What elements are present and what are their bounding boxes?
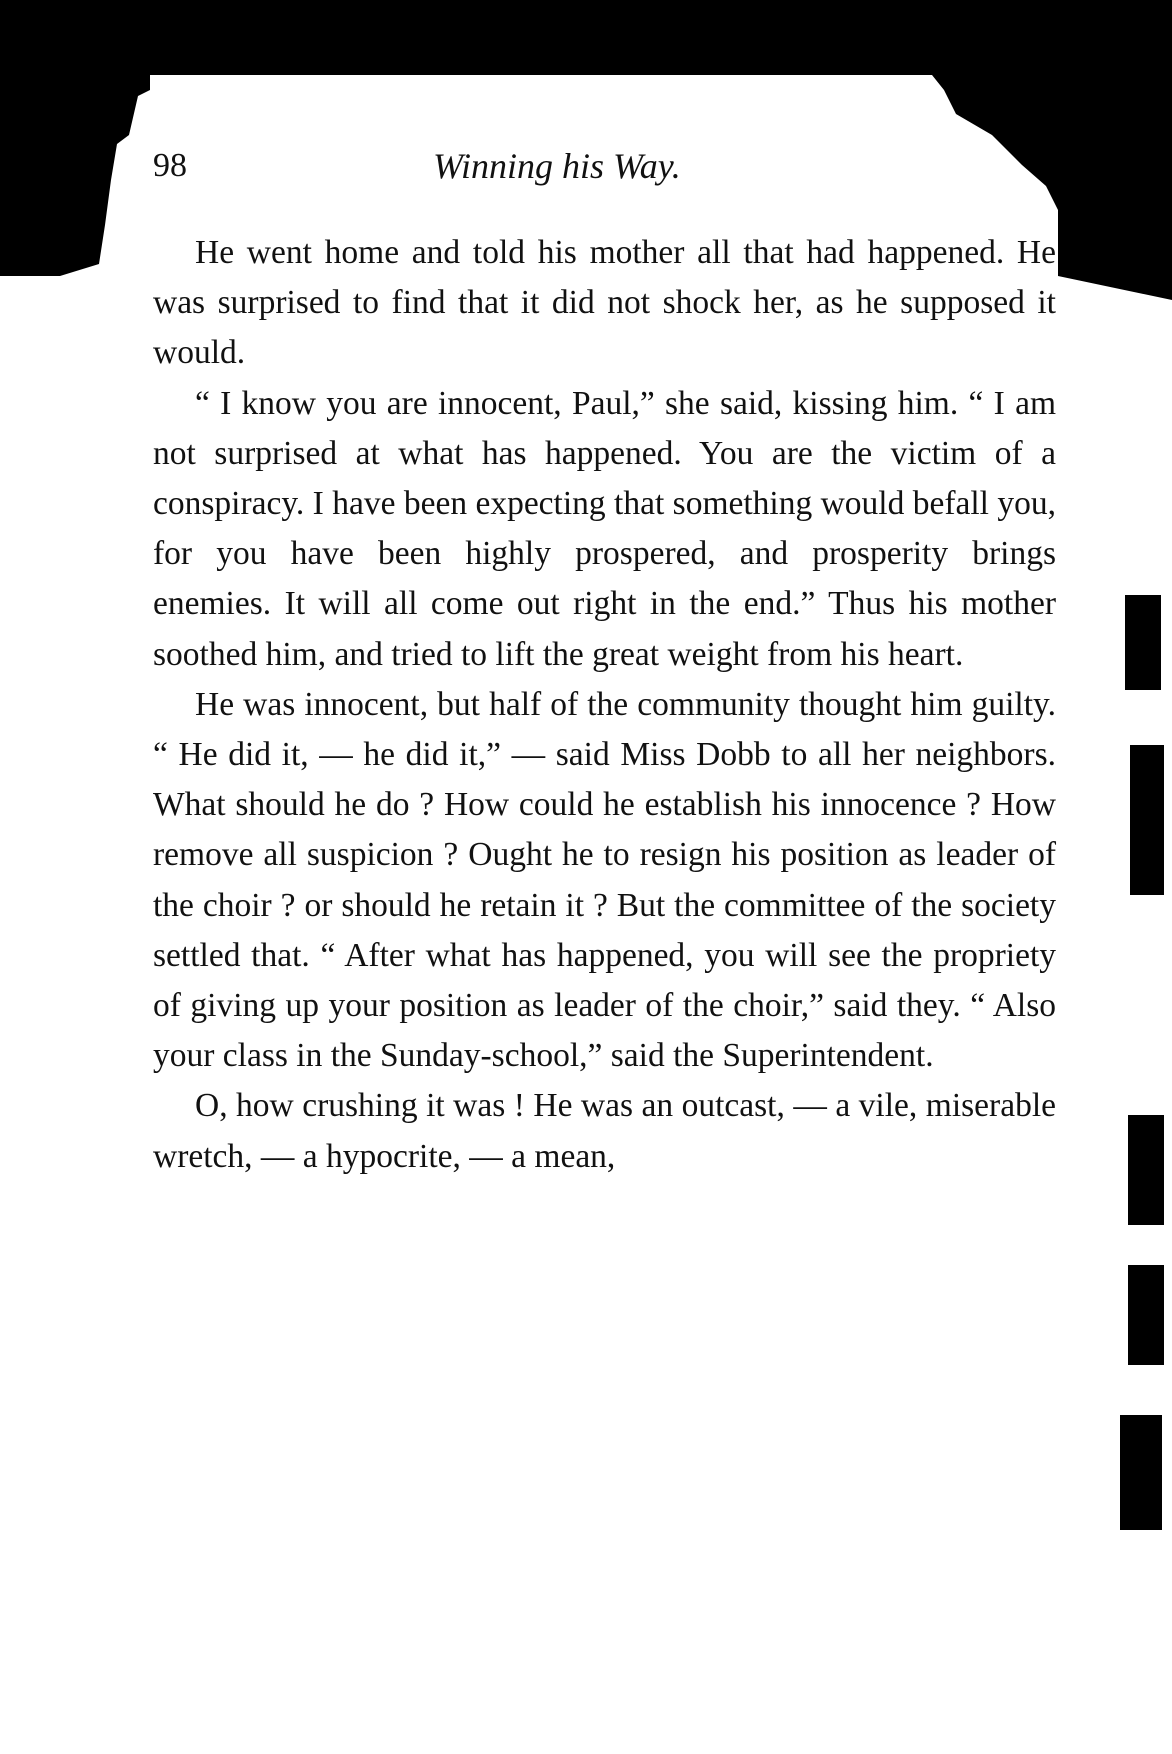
body-text — [153, 228, 1056, 1182]
running-title: Winning his Way. — [433, 146, 681, 186]
scan-smudge — [1128, 1115, 1164, 1225]
paragraph: “ I know you are innocent, Paul,” she said, kissing him. “ I am not surprised at what has happened. You are the victim of a conspiracy. I have been expecting that something would befall you, for you have been highly prospered, and prosperity brings enemies. It will all come out right in the end.” Thus his mother soothed him, and tried to lift the great weight from his heart. — [153, 384, 1056, 673]
scan-smudge — [1120, 1415, 1162, 1530]
scan-smudge — [1130, 745, 1164, 895]
page-number: 98 — [153, 147, 187, 184]
page-header — [153, 146, 1053, 206]
scan-smudge — [1125, 595, 1161, 690]
paragraph: O, how crushing it was ! He was an outcast, — a vile, miserable wretch, — a hypocrite, — a mean, — [153, 1087, 1056, 1175]
paragraph: He was innocent, but half of the community thought him guilty. “ He did it, — he did it,” — said Miss Dobb to all her neighbors. What should he do ? How could he establish his innocence ? How remove all suspicion ? Ought he to resign his position as leader of the choir ? or should he retain it ? But the committee of the society settled that. “ After what has happened, you will see the propriety of giving up your position as leader of the choir,” said they. “ Also your class in the Sunday-school,” said the Superintendent. — [153, 685, 1056, 1075]
scan-border-left — [0, 0, 150, 300]
scan-smudge — [1128, 1265, 1164, 1365]
paragraph: He went home and told his mother all that had happened. He was surprised to find that it did not shock her, as he supposed it would. — [153, 234, 1056, 372]
